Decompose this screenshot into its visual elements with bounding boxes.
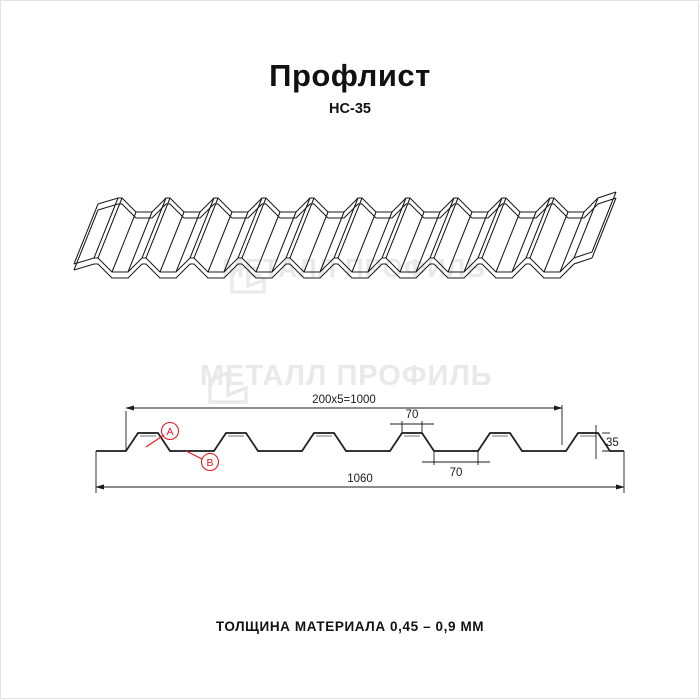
callout-b bbox=[186, 451, 219, 471]
product-code: НС-35 bbox=[329, 101, 371, 117]
callout-b-label: B bbox=[206, 457, 214, 469]
isometric-profile-drawing bbox=[60, 160, 640, 330]
page-title: Профлист bbox=[269, 58, 431, 93]
dimension-rib-upper: 70 bbox=[405, 409, 419, 421]
callout-a-label: A bbox=[166, 426, 174, 438]
callout-a bbox=[146, 423, 179, 448]
watermark-text-bottom: МЕТАЛЛ ПРОФИЛЬ bbox=[200, 360, 493, 392]
cross-section-drawing bbox=[90, 375, 630, 515]
dimension-height: 35 bbox=[606, 437, 619, 449]
dimension-total-width: 1060 bbox=[347, 473, 373, 485]
dimension-rib-lower: 70 bbox=[449, 467, 463, 479]
watermark-text-top: МЕТАЛЛ ПРОФИЛЬ bbox=[222, 253, 486, 283]
material-thickness-note: ТОЛЩИНА МАТЕРИАЛА 0,45 – 0,9 ММ bbox=[215, 619, 485, 634]
dimension-top: 200х5=1000 bbox=[312, 394, 376, 406]
